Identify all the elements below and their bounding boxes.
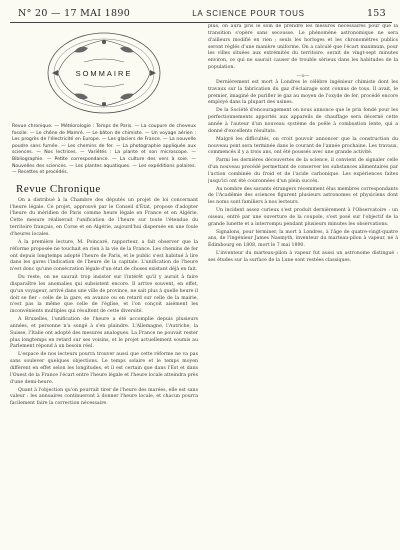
article-paragraph: Au nombre des savants étrangers récemment élus membres correspondants de l'Académie des sciences figurent plusieurs astronomes et physiciens dont les noms sont familiers à nos lecteurs. xyxy=(208,186,398,206)
article-paragraph: Un incident assez curieux s'est produit dernièrement à l'Observatoire : un oiseau, entré par une ouverture de la coupole, s'est posé sur l'objectif de la grande lunette et a interrompu pendant plusieurs minutes les observations. xyxy=(208,208,398,227)
article-paragraph: A Bruxelles, l'unification de l'heure a été accomplie depuis plusieurs années, et personne n'a songé à s'en plaindre. L'Allemagne, l'Autriche, la Suisse, l'Italie ont adopté des mesures analogues. La France ne pouvait rester plus longtemps en retard sur ses voisins, et le projet actuellement soumis au Parlement répond à un besoin réel. xyxy=(10,317,198,350)
article-paragraph: On a distribué à la Chambre des députés un projet de loi concernant l'heure légale. Ce projet, approuvé par le Conseil d'État, propose d'adopter l'heure du méridien de Paris comme heure légale en France et en Algérie. Cette mesure réaliserait l'unification de l'heure sur toute l'étendue du territoire français, en Corse et en Algérie, aujourd'hui dispersée en une foule d'heures locales. xyxy=(10,197,198,237)
article-paragraph: plus, on aura pris le soin de prendre les mesures nécessaires pour que la transition s'opère sans secousse. Le phénomène astronomique ne sera d'ailleurs modifié en rien ; seuls les horloges et les chronomètres publics seront réglés d'une manière uniforme. On a calculé que l'écart maximum, pour les villes situées aux extrémités du territoire, serait de vingt-sept minutes environ, ce qui ne saurait causer de trouble sérieux dans les habitudes de la population. xyxy=(208,24,398,71)
section-separator: —o— xyxy=(296,72,310,79)
article-paragraph: Parmi les dernières découvertes de la science, il convient de signaler celle d'un nouveau procédé permettant de conserver les substances alimentaires par l'action combinée du froid et de l'acide carbonique. Les expériences faites jusqu'ici ont été couronnées d'un plein succès. xyxy=(208,158,398,184)
article-paragraph: Du reste, on ne saurait trop insister sur l'intérêt qu'il y aurait à faire disparaître les anomalies qui subsistent encore. Il arrive souvent, en effet, qu'un voyageur, arrivé dans une ville de province, ne sait plus à quelle heure il doit se fier : celle de la gare, en avance ou en retard sur celle de la mairie, n'est pas la même que celle de l'église, et l'on conçoit aisément les inconvénients multiples qui résultent de cette diversité. xyxy=(10,275,198,315)
article-paragraph: Quant à l'objection qu'on pourrait tirer de l'heure des marées, elle est sans valeur : les annuaires continueront à donner l'heure locale, et chacun pourra facilement faire la correction nécessaire. xyxy=(10,387,198,407)
article-paragraph: De la Société d'encouragement on nous annonce que le prix fondé pour les perfectionnements apportés aux appareils de chauffage sera décerné cette année à l'auteur d'un nouveau système de poêle à combustion lente, qui a donné d'excellents résultats. xyxy=(208,108,398,134)
page-number: 153 xyxy=(366,8,386,19)
right-column xyxy=(208,24,398,544)
issue-number: N° 20 — 17 MAI 1890 xyxy=(18,8,131,19)
sommaire-title: SOMMAIRE xyxy=(75,69,133,78)
journal-title: LA SCIENCE POUR TOUS xyxy=(192,9,305,18)
article-paragraph: L'espace de nos lecteurs pourra trouver aussi que cette réforme ne va pas sans soulever quelques objections. Le temps solaire et le temps moyen diffèrent en effet selon les longitudes, et il est certain que dans l'Est et dans l'Ouest de la France l'écart entre l'heure légale et l'heure locale atteindra près d'une demi-heure. xyxy=(10,352,198,385)
page-header xyxy=(10,6,392,23)
sommaire-ornament xyxy=(44,28,164,118)
article-paragraph: Malgré les difficultés, on croit pouvoir annoncer que la construction du nouveau pont sera terminée dans le courant de l'année prochaine. Les travaux, commencés il y a trois ans, ont été poussés avec une grande activité. xyxy=(208,136,398,156)
left-column xyxy=(10,24,198,544)
sommaire-text: Revue chronique. — Météorologie : Temps de Paris. — La coupure de cheveux fossile. — Le chêne de Mamré. — Le bâton de chimiste. — Un voyage aérien : Les progrès de l'électricité en Europe. — Les glaciers de France. — La nouvelle poudre sans fumée. — Les chemins de fer. — La photographie appliquée aux sciences. — Nos lectrices. — Variétés : La plante et son microscope. — Bibliographie. — Petite correspondance. — La culture des vers à soie. — Nouvelles des sciences. — Les plantes aquatiques. — Les expéditions polaires. — Recettes et procédés. xyxy=(12,124,196,176)
article-paragraph: L'inventeur du marteau-pilon à vapeur fut aussi un astronome distingué : ses études sur la surface de la Lune sont restées classiques. xyxy=(208,251,398,263)
article-paragraph: Dernièrement est mort à Londres le célèbre ingénieur chimiste dont les travaux sur la fabrication du gaz d'éclairage sont connus de tous. Il avait, le premier, imaginé de purifier le gaz au moyen de l'oxyde de fer, procédé encore employé dans la plupart des usines. xyxy=(208,79,398,106)
section-title: Revue Chronique xyxy=(16,182,101,195)
article-paragraph: A la première lecture, M. Poincaré, rapporteur, a fait observer que la réforme proposée ne touchait en rien à la vie de la France. Les chemins de fer ont depuis longtemps adopté l'heure de Paris, et le public s'est habitué à lire dans les gares l'indication de l'heure de la capitale. L'unification de l'heure n'est donc qu'une consécration légale d'un état de choses existant déjà en fait. xyxy=(10,239,198,273)
article-paragraph: Signalons, pour terminer, la mort à Londres, à l'âge de quatre-vingt-quatre ans, de l'ingénieur James Nasmyth, inventeur du marteau-pilon à vapeur, né à Édimbourg en 1808, mort le 7 mai 1890. xyxy=(208,229,398,249)
